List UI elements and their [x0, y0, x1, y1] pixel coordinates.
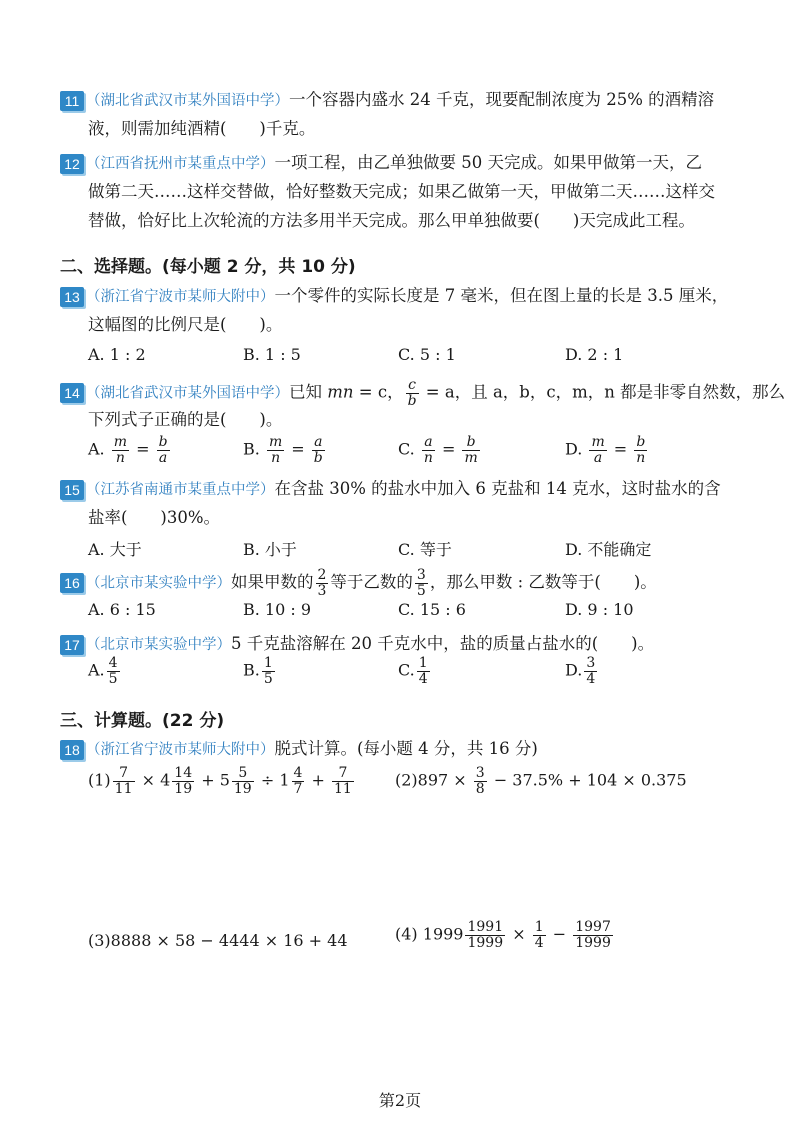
- fraction: [573, 920, 613, 950]
- fraction: [107, 656, 120, 686]
- numerator: 1: [418, 655, 428, 671]
- operator: +: [311, 770, 325, 790]
- problem-label: (1): [88, 770, 111, 790]
- denominator: a: [593, 449, 603, 466]
- numerator: 14: [174, 765, 193, 781]
- fraction: [589, 435, 606, 465]
- option-c: C. $\frac{a}{n}$ = $\frac{b}{m}$: [398, 434, 478, 466]
- math-var: mn: [327, 382, 354, 402]
- question-number-badge: 12: [60, 154, 84, 174]
- question-source: （浙江省宁波市某师大附中）: [86, 289, 275, 305]
- option-c: [398, 656, 432, 686]
- fraction: [262, 656, 275, 686]
- denominator: n: [271, 449, 281, 466]
- denominator: n: [423, 449, 433, 466]
- option-a: A. 大于: [88, 540, 142, 559]
- numerator: m: [268, 434, 283, 450]
- option-label: C.: [398, 660, 415, 680]
- option-label: C.: [398, 439, 415, 459]
- denominator: 7: [293, 780, 303, 797]
- question-text: = a，且 a，b，c，m，n 都是非零自然数，那么: [420, 382, 786, 402]
- option-b: B. $\frac{m}{n}$ = $\frac{a}{b}$: [243, 434, 323, 466]
- option-b: B. 10 : 9: [243, 600, 312, 619]
- question-source: （湖北省武汉市某外国语中学）: [86, 93, 289, 109]
- operator: ×: [512, 924, 526, 944]
- question-13-cont: 这幅图的比例尺是( )。: [88, 315, 283, 334]
- denominator: n: [636, 449, 646, 466]
- problem-label: (2): [395, 770, 418, 790]
- question-number-badge: 14: [60, 383, 84, 403]
- option-label: A.: [88, 660, 105, 680]
- expression: 8888 × 58 − 4444 × 16 + 44: [110, 931, 348, 950]
- page-number: 第2页: [378, 1091, 422, 1110]
- denominator: 4: [418, 670, 428, 687]
- fraction: [232, 766, 254, 796]
- question-text: 一个零件的实际长度是 7 毫米，但在图上量的长是 3.5 厘米，: [274, 286, 729, 305]
- denominator: 4: [586, 670, 596, 687]
- numerator: 2: [317, 567, 327, 583]
- denominator: n: [115, 449, 125, 466]
- denominator: a: [158, 449, 168, 466]
- fraction: [462, 435, 479, 465]
- question-17: [60, 632, 654, 657]
- calc-problem-4: [395, 920, 615, 950]
- option-label: B.: [243, 660, 260, 680]
- denominator: 19: [233, 780, 252, 797]
- fraction: [332, 766, 354, 796]
- calc-problem-3: [88, 931, 348, 950]
- denominator: 5: [108, 670, 118, 687]
- fraction: [112, 435, 129, 465]
- question-number-badge: 18: [60, 740, 84, 760]
- option-c: C. 等于: [398, 540, 452, 559]
- question-text: 在含盐 30% 的盐水中加入 6 克盐和 14 克水，这时盐水的含: [274, 479, 721, 498]
- question-source: （江西省抚州市某重点中学）: [86, 156, 275, 172]
- option-a: A. $\frac{m}{n}$ = $\frac{b}{a}$: [88, 434, 168, 466]
- option-d: D. $\frac{m}{a}$ = $\frac{b}{n}$: [565, 434, 646, 466]
- numerator: b: [158, 434, 168, 450]
- option-d: [565, 656, 599, 686]
- numerator: 4: [293, 765, 303, 781]
- fraction-c-over-b: [406, 378, 419, 408]
- numerator: 1: [534, 919, 544, 935]
- fraction: [157, 435, 170, 465]
- denominator: 11: [334, 780, 352, 797]
- whole-part: 5: [219, 770, 230, 790]
- operator: ×: [141, 770, 155, 790]
- question-text: 一项工程，由乙单独做要 50 天完成。如果甲做第一天，乙: [274, 153, 702, 172]
- question-source: （北京市某实验中学）: [86, 637, 231, 653]
- question-text: = c，: [353, 382, 404, 402]
- question-13: [60, 284, 728, 309]
- fraction: [113, 766, 135, 796]
- question-text: 一个容器内盛水 24 千克，现要配制浓度为 25% 的酒精溶: [289, 90, 715, 109]
- operator: +: [201, 770, 215, 790]
- denominator: 8: [475, 780, 485, 797]
- numerator: b: [462, 435, 479, 451]
- denominator: 4: [534, 934, 544, 951]
- option-d: D. 9 : 10: [565, 600, 634, 619]
- numerator: 7: [113, 766, 135, 782]
- whole-part: 4: [160, 770, 171, 790]
- denominator: 19: [174, 780, 193, 797]
- question-11-cont: 液，则需加纯酒精( )千克。: [88, 119, 316, 138]
- fraction-two-thirds: [316, 568, 329, 598]
- question-14: [60, 378, 785, 408]
- fraction: [292, 766, 305, 796]
- option-c: C. 15 : 6: [398, 600, 466, 619]
- question-11: [60, 88, 714, 113]
- option-a: A. 6 : 15: [88, 600, 156, 619]
- option-label: B.: [243, 439, 260, 459]
- question-source: （江苏省南通市某重点中学）: [86, 482, 275, 498]
- question-15: [60, 477, 721, 502]
- whole-part: 1: [279, 770, 290, 790]
- question-16: [60, 568, 657, 598]
- fraction: [267, 435, 284, 465]
- option-label: D.: [565, 439, 583, 459]
- numerator: 3: [475, 765, 485, 781]
- question-12-cont-2: 替做，恰好比上次轮流的方法多用半天完成。那么甲单独做要( )天完成此工程。: [88, 211, 695, 230]
- denominator: 1999: [575, 934, 611, 951]
- question-18: [60, 737, 538, 762]
- numerator: 1: [263, 655, 273, 671]
- question-text: ，那么甲数 : 乙数等于( )。: [429, 572, 657, 592]
- mixed-number: [220, 766, 256, 796]
- mixed-number: [279, 766, 306, 796]
- denominator: 3: [317, 582, 327, 599]
- section-heading-choice: 二、选择题。(每小题 2 分，共 10 分): [60, 257, 356, 277]
- option-d: D. 2 : 1: [565, 345, 624, 364]
- fraction: [474, 766, 487, 796]
- fraction: [634, 435, 647, 465]
- fraction: [533, 920, 546, 950]
- numerator: c: [406, 378, 419, 394]
- question-source: （湖北省武汉市某外国语中学）: [86, 385, 289, 402]
- numerator: a: [312, 435, 325, 451]
- numerator: a: [422, 435, 435, 451]
- problem-label: (3): [88, 931, 111, 950]
- operator: ÷: [260, 770, 275, 790]
- question-text: 脱式计算。(每小题 4 分，共 16 分): [274, 739, 538, 758]
- calc-problem-2: [395, 766, 687, 796]
- option-label: A.: [88, 439, 105, 459]
- question-text: 等于乙数的: [330, 572, 413, 592]
- option-b: B. 小于: [243, 540, 297, 559]
- denominator: b: [313, 449, 323, 466]
- section-heading-calculation: 三、计算题。(22 分): [60, 711, 225, 731]
- numerator: 7: [332, 766, 354, 782]
- option-a: [88, 656, 122, 686]
- numerator: 4: [108, 655, 118, 671]
- mixed-number: [160, 766, 196, 796]
- option-label: D.: [565, 660, 583, 680]
- question-source: （浙江省宁波市某师大附中）: [86, 742, 275, 758]
- fraction: [172, 766, 194, 796]
- fraction: [417, 656, 430, 686]
- question-text: 5 千克盐溶解在 20 千克水中，盐的质量占盐水的( )。: [231, 634, 655, 653]
- numerator: b: [634, 435, 647, 451]
- expression: − 37.5% + 104 × 0.375: [493, 770, 687, 790]
- question-number-badge: 17: [60, 635, 84, 655]
- numerator: 5: [232, 766, 254, 782]
- option-b: [243, 656, 277, 686]
- fraction: [422, 435, 435, 465]
- denominator: 11: [114, 780, 133, 797]
- question-15-cont: 盐率( )30%。: [88, 508, 221, 527]
- fraction: [312, 435, 325, 465]
- expression: 897 ×: [417, 770, 467, 790]
- numerator: m: [113, 434, 128, 450]
- denominator: 1999: [467, 934, 504, 951]
- question-12-cont: 做第二天……这样交替做，恰好整数天完成；如果乙做第一天，甲做第二天……这样交: [88, 182, 715, 201]
- denominator: b: [407, 392, 417, 409]
- question-source: （北京市某实验中学）: [86, 575, 231, 592]
- numerator: 1991: [467, 919, 504, 935]
- numerator: 3: [586, 655, 596, 671]
- denominator: m: [464, 449, 478, 466]
- numerator: 3: [416, 567, 426, 583]
- question-14-cont: 下列式子正确的是( )。: [88, 410, 283, 429]
- question-text: 已知: [289, 382, 328, 402]
- mixed-number: [423, 920, 507, 950]
- problem-label: (4): [395, 924, 418, 944]
- question-number-badge: 15: [60, 480, 84, 500]
- operator: −: [552, 924, 567, 944]
- denominator: 5: [416, 582, 426, 599]
- denominator: 5: [263, 670, 273, 687]
- option-c: C. 5 : 1: [398, 345, 456, 364]
- option-d: D. 不能确定: [565, 540, 652, 559]
- fraction: [465, 920, 505, 950]
- fraction: [584, 656, 597, 686]
- question-12: [60, 151, 702, 176]
- question-number-badge: 16: [60, 573, 84, 593]
- numerator: 1997: [575, 919, 611, 935]
- question-number-badge: 11: [60, 91, 84, 111]
- option-b: B. 1 : 5: [243, 345, 301, 364]
- option-a: A. 1 : 2: [88, 345, 146, 364]
- whole-part: 1999: [422, 924, 464, 944]
- calc-problem-1: [88, 766, 356, 796]
- question-text: 如果甲数的: [231, 572, 314, 592]
- question-number-badge: 13: [60, 287, 84, 307]
- numerator: m: [591, 434, 605, 450]
- fraction-three-fifths: [415, 568, 428, 598]
